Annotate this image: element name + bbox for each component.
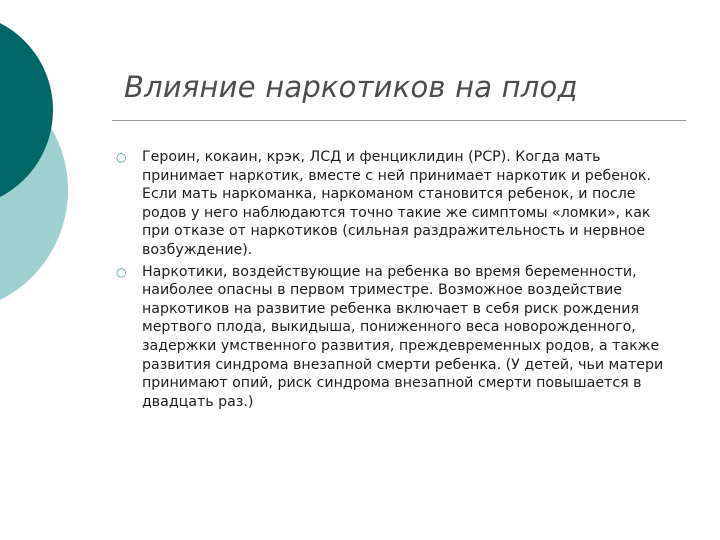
slide-title: Влияние наркотиков на плод [124,70,578,104]
bullet-text: Наркотики, воздействующие на ребенка во время беременности, наиболее опасны в первом триместре. Возможное воздействие наркотиков на развитие ребенка включает в себя риск рождения мертвого плода, выкидыша, пониженного веса новорожденного, задержки умственного развития, преждевременных родов, а также развития синдрома внезапной смерти ребенка. (У детей, чьи матери принимают опий, риск синдрома внезапной смерти повышается в двадцать раз.) [142,263,664,410]
title-divider [112,120,686,121]
bullet-text: Героин, кокаин, крэк, ЛСД и фенциклидин (PCP). Когда мать принимает наркотик, вместе с ней принимает наркотик и ребенок. Если мать наркоманка, наркоманом становится ребенок, и после родов у него наблюдаются точно такие же симптомы «ломки», как при отказе от наркотиков (сильная раздражительность и нервное возбуждение). [142,149,652,258]
bullet-item [112,263,680,412]
bullet-list [112,148,680,414]
hollow-circle-icon: ○ [116,150,127,164]
decorative-circles [0,0,110,300]
hollow-circle-icon: ○ [116,264,127,279]
bullet-item [112,148,680,260]
